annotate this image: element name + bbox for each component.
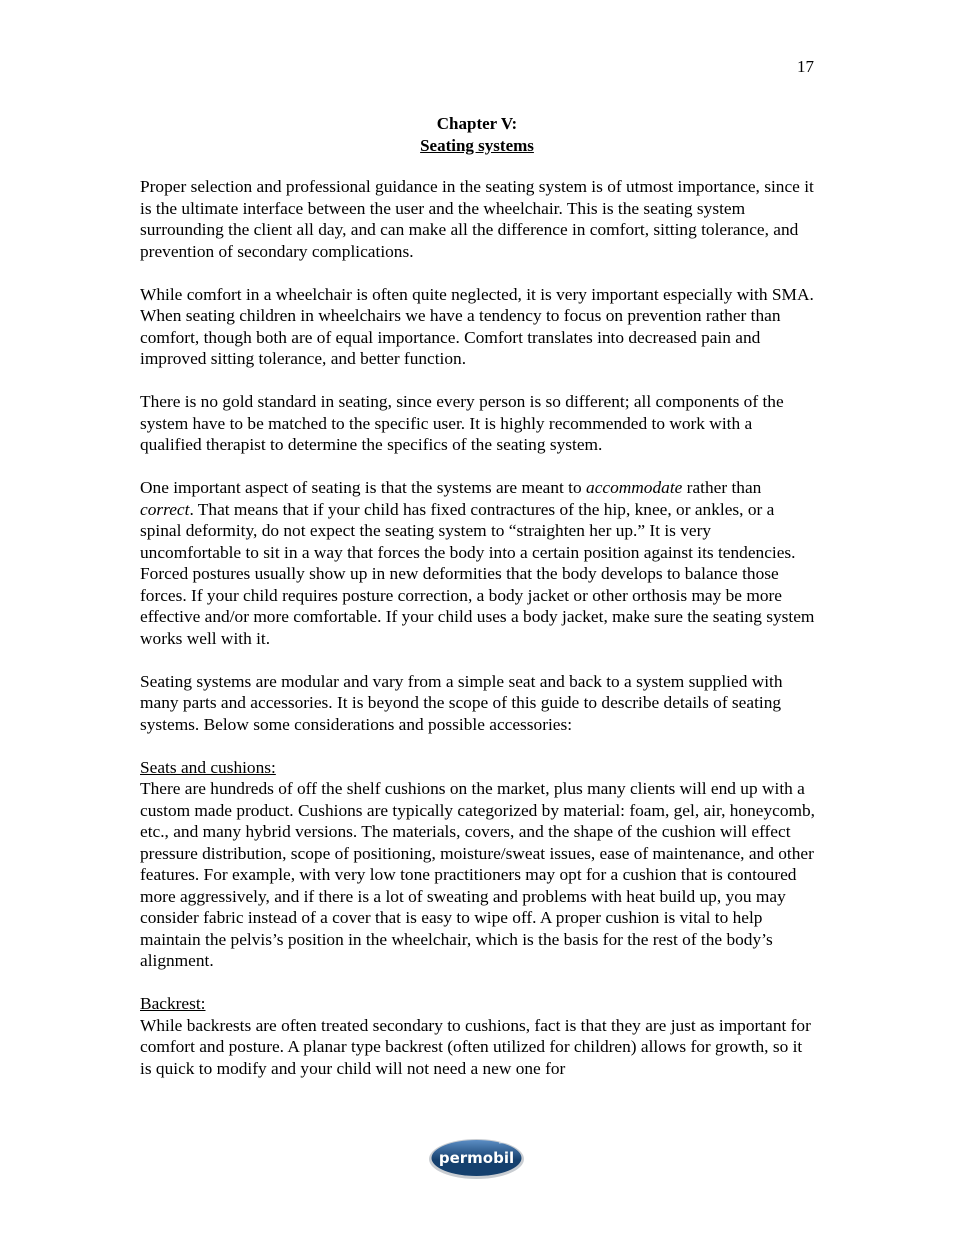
paragraph: Proper selection and professional guidance in the seating system is of utmost importance, since it is the ultimate interface between the user and the wheelchair. This is the seating system surrounding the client all day, and can make all the difference in comfort, sitting tolerance, and prevention of secondary complications. [140,177,814,261]
section-heading-seats: Seats and cushions: [140,757,276,777]
paragraph: While comfort in a wheelchair is often quite neglected, it is very important especially with SMA. When seating children in wheelchairs we have a tendency to focus on prevention rather than comfort, though both are of equal importance. Comfort translates into decreased pain and improved sitting tolerance, and better function. [140,284,814,368]
body-text [140,176,816,1101]
section-text-seats: There are hundreds of off the shelf cushions on the market, plus many clients will end up with a custom made product. Cushions are typically categorized by material: foam, gel, air, honeycomb, etc., and many hybrid versions. The materials, covers, and the shape of the cushion will effect pressure distribution, scope of positioning, moisture/sweat issues, ease of maintenance, and other features. For example, with very low tone practitioners may opt for a cushion that is contoured more aggressively, and if there is a lot of sweating and problems with heat build up, you may consider fabric instead of a cover that is easy to wipe off. A proper cushion is vital to help maintain the pelvis’s position in the wheelchair, which is the basis for the rest of the body’s alignment. [140,779,816,970]
page-number: 17 [797,57,814,76]
chapter-title: Chapter V: [436,114,518,133]
emphasis-correct: correct [140,499,190,519]
paragraph-part: rather than [682,478,762,497]
chapter-heading [0,113,954,156]
section-backrest [140,993,816,1079]
paragraph-part: One important aspect of seating is that the systems are meant to [140,478,587,497]
emphasis-accommodate: accommodate [586,478,683,497]
section-text-backrest: While backrests are often treated secondary to cushions, fact is that they are just as important for comfort and posture. A planar type backrest (often utilized for children) allows for growth, so it is quick to modify and your child will not need a new one for [140,1015,811,1078]
logo-text: permobil [438,1149,515,1167]
chapter-subtitle: Seating systems [420,135,534,155]
paragraph: Seating systems are modular and vary from a simple seat and back to a system supplied with many parts and accessories. It is beyond the scope of this guide to describe details of seating systems. Below some considerations and possible accessories: [140,671,783,734]
paragraph: There is no gold standard in seating, since every person is so different; all components of the system have to be matched to the specific user. It is highly recommended to work with a qualified therapist to determine the specifics of the seating system. [140,392,784,454]
permobil-logo [427,1135,526,1181]
section-seats [140,757,816,972]
section-heading-backrest: Backrest: [140,994,206,1013]
paragraph-part: . That means that if your child has fixed contractures of the hip, knee, or ankles, or a spinal deformity, do not expect the seating system to “straighten her up.” It is very uncomfortable to sit in a way that forces the body into a certain position against its tendencies. Forced postures usually show up in new deformities that the body develops to balance those forces. If your child requires posture correction, a body jacket or other orthosis may be more effective and/or more comfortable. If your child uses a body jacket, make sure the seating system works well with it. [140,499,815,648]
paragraph-accommodate [140,477,816,649]
permobil-logo-icon [427,1135,526,1181]
